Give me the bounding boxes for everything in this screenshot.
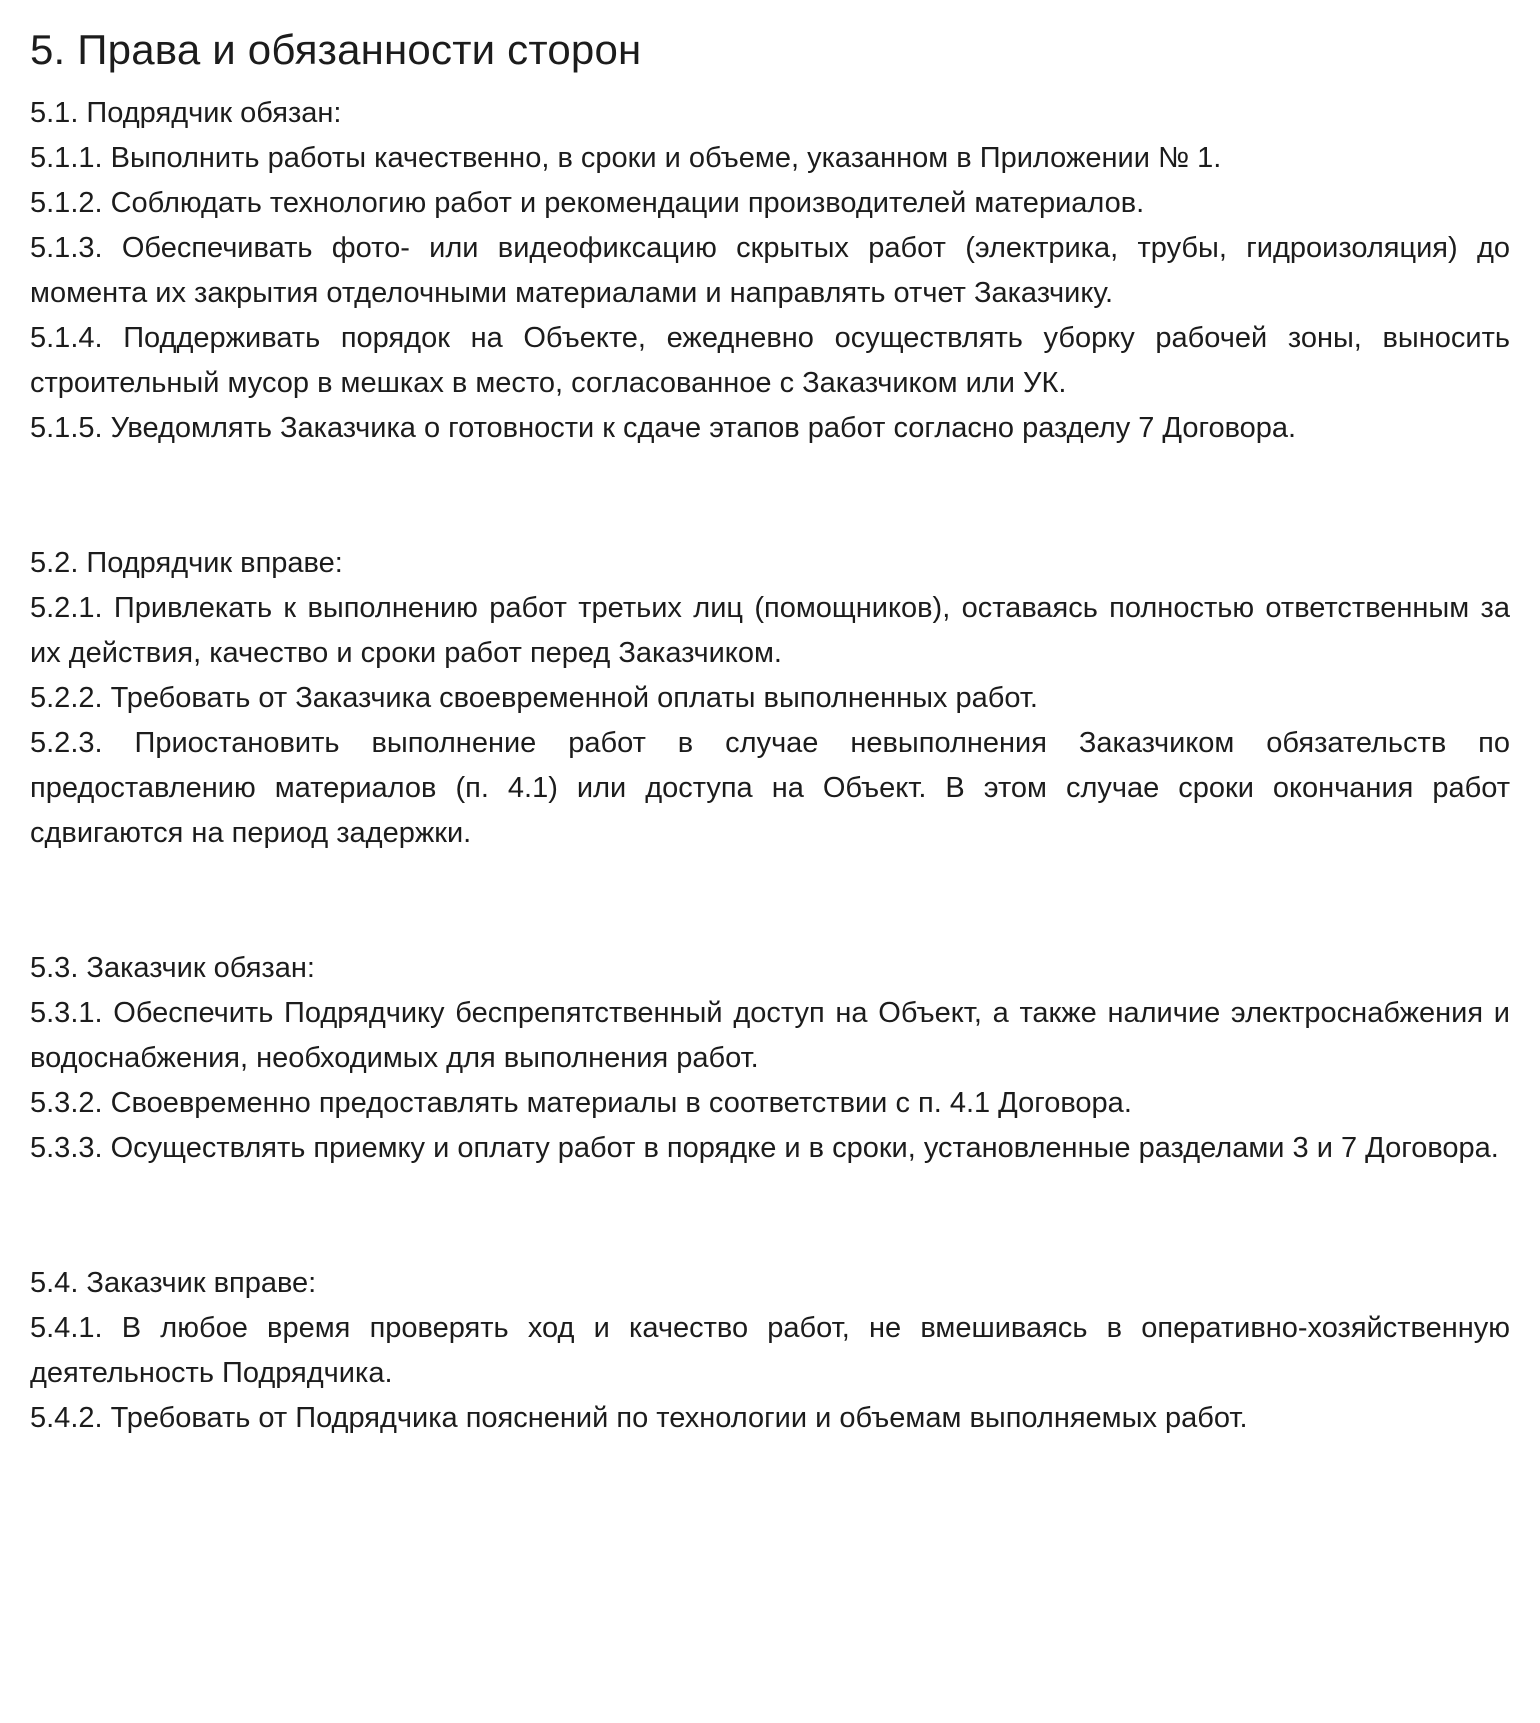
- clause-5-3-2: 5.3.2. Своевременно предоставлять материалы в соответствии с п. 4.1 Договора.: [30, 1086, 1132, 1119]
- subsection-5-1: [30, 91, 1510, 451]
- clause-5-1-1: 5.1.1. Выполнить работы качественно, в сроки и объеме, указанном в Приложении № 1.: [30, 141, 1222, 174]
- clause-5-2-3: 5.2.3. Приостановить выполнение работ в случае невыполнения Заказчиком обязательств по предоставлению материалов (п. 4.1) или доступа на Объект. В этом случае сроки окончания работ сдвигаются на период задержки.: [30, 726, 1510, 849]
- subsection-5-2-title: 5.2. Подрядчик вправе:: [30, 546, 343, 579]
- section-5-heading: 5. Права и обязанности сторон: [30, 26, 642, 73]
- clause-5-1-5: 5.1.5. Уведомлять Заказчика о готовности к сдаче этапов работ согласно разделу 7 Договора.: [30, 411, 1297, 444]
- clause-5-3-1: 5.3.1. Обеспечить Подрядчику беспрепятственный доступ на Объект, а также наличие электроснабжения и водоснабжения, необходимых для выполнения работ.: [30, 996, 1510, 1074]
- clause-5-2-1: 5.2.1. Привлекать к выполнению работ третьих лиц (помощников), оставаясь полностью ответственным за их действия, качество и сроки работ перед Заказчиком.: [30, 591, 1510, 669]
- subsection-5-1-title: 5.1. Подрядчик обязан:: [30, 96, 342, 129]
- subsection-5-3: [30, 946, 1510, 1171]
- subsection-5-2: [30, 541, 1510, 856]
- clause-5-4-1: 5.4.1. В любое время проверять ход и качество работ, не вмешиваясь в оперативно-хозяйственную деятельность Подрядчика.: [30, 1311, 1510, 1389]
- clause-5-4-2: 5.4.2. Требовать от Подрядчика пояснений по технологии и объемам выполняемых работ.: [30, 1401, 1248, 1434]
- clause-5-3-3: 5.3.3. Осуществлять приемку и оплату работ в порядке и в сроки, установленные разделами 3 и 7 Договора.: [30, 1131, 1499, 1164]
- clause-5-1-3: 5.1.3. Обеспечивать фото- или видеофиксацию скрытых работ (электрика, трубы, гидроизоляция) до момента их закрытия отделочными материалами и направлять отчет Заказчику.: [30, 231, 1510, 309]
- clause-5-2-2: 5.2.2. Требовать от Заказчика своевременной оплаты выполненных работ.: [30, 681, 1038, 714]
- subsection-5-4-title: 5.4. Заказчик вправе:: [30, 1266, 317, 1299]
- clause-5-1-4: 5.1.4. Поддерживать порядок на Объекте, ежедневно осуществлять уборку рабочей зоны, выносить строительный мусор в мешках в место, согласованное с Заказчиком или УК.: [30, 321, 1510, 399]
- clause-5-1-2: 5.1.2. Соблюдать технологию работ и рекомендации производителей материалов.: [30, 186, 1145, 219]
- subsection-5-4: [30, 1261, 1510, 1441]
- subsection-5-3-title: 5.3. Заказчик обязан:: [30, 951, 315, 984]
